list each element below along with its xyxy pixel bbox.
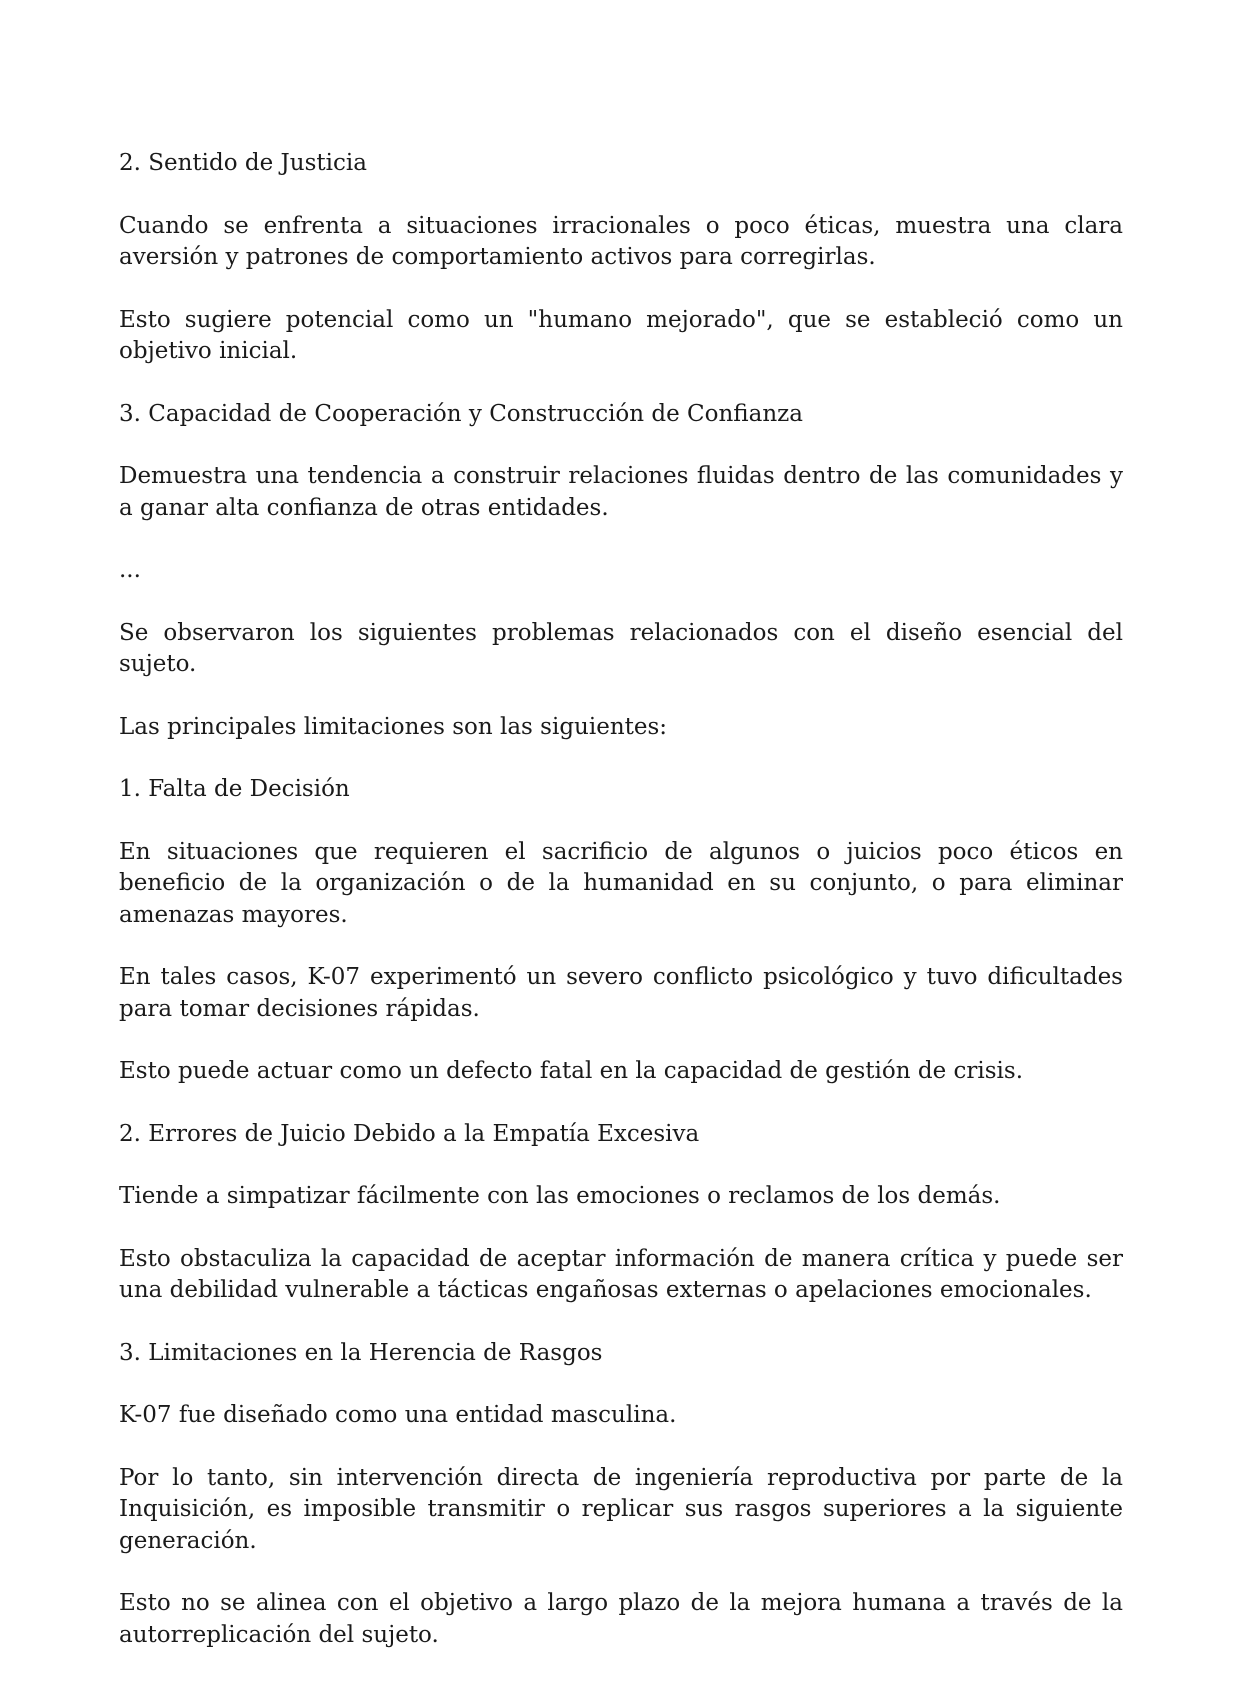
paragraph: Cuando se enfrenta a situaciones irracionales o poco éticas, muestra una clara aversión y patrones de comportamiento activos para corregirlas.: [119, 212, 1123, 270]
paragraph: Tiende a simpatizar fácilmente con las emociones o reclamos de los demás.: [119, 1183, 1001, 1209]
paragraph: K-07 fue diseñado como una entidad masculina.: [119, 1402, 677, 1428]
paragraph: En situaciones que requieren el sacrificio de algunos o juicios poco éticos en beneficio de la organización o de la humanidad en su conjunto, o para eliminar amenazas mayores.: [119, 838, 1123, 928]
paragraph: Se observaron los siguientes problemas relacionados con el diseño esencial del sujeto.: [119, 619, 1123, 677]
paragraph: Esto sugiere potencial como un "humano mejorado", que se estableció como un objetivo inicial.: [119, 306, 1123, 364]
paragraph: Por lo tanto, sin intervención directa de ingeniería reproductiva por parte de la Inquisición, es imposible transmitir o replicar sus rasgos superiores a la siguiente generación.: [119, 1464, 1123, 1554]
section-heading-falta-de-decision: 1. Falta de Decisión: [119, 776, 350, 802]
section-heading-errores-de-juicio: 2. Errores de Juicio Debido a la Empatía Excesiva: [119, 1120, 700, 1147]
paragraph: Esto puede actuar como un defecto fatal en la capacidad de gestión de crisis.: [119, 1058, 1024, 1084]
ellipsis-separator: ...: [119, 557, 141, 583]
paragraph: Las principales limitaciones son las siguientes:: [119, 713, 668, 740]
section-heading-capacidad-de-cooperacion: 3. Capacidad de Cooperación y Construcción de Confianza: [119, 400, 804, 427]
paragraph: En tales casos, K-07 experimentó un severo conflicto psicológico y tuvo dificultades para tomar decisiones rápidas.: [119, 964, 1123, 1022]
paragraph: Demuestra una tendencia a construir relaciones fluidas dentro de las comunidades y a ganar alta confianza de otras entidades.: [119, 463, 1123, 521]
paragraph: Esto no se alinea con el objetivo a largo plazo de la mejora humana a través de la autorreplicación del sujeto.: [119, 1590, 1123, 1648]
section-heading-limitaciones-herencia: 3. Limitaciones en la Herencia de Rasgos: [119, 1339, 603, 1366]
document-body: [119, 148, 1123, 1682]
paragraph: Esto obstaculiza la capacidad de aceptar información de manera crítica y puede ser una debilidad vulnerable a tácticas engañosas externas o apelaciones emocionales.: [119, 1245, 1123, 1303]
section-heading-sentido-de-justicia: 2. Sentido de Justicia: [119, 150, 367, 176]
